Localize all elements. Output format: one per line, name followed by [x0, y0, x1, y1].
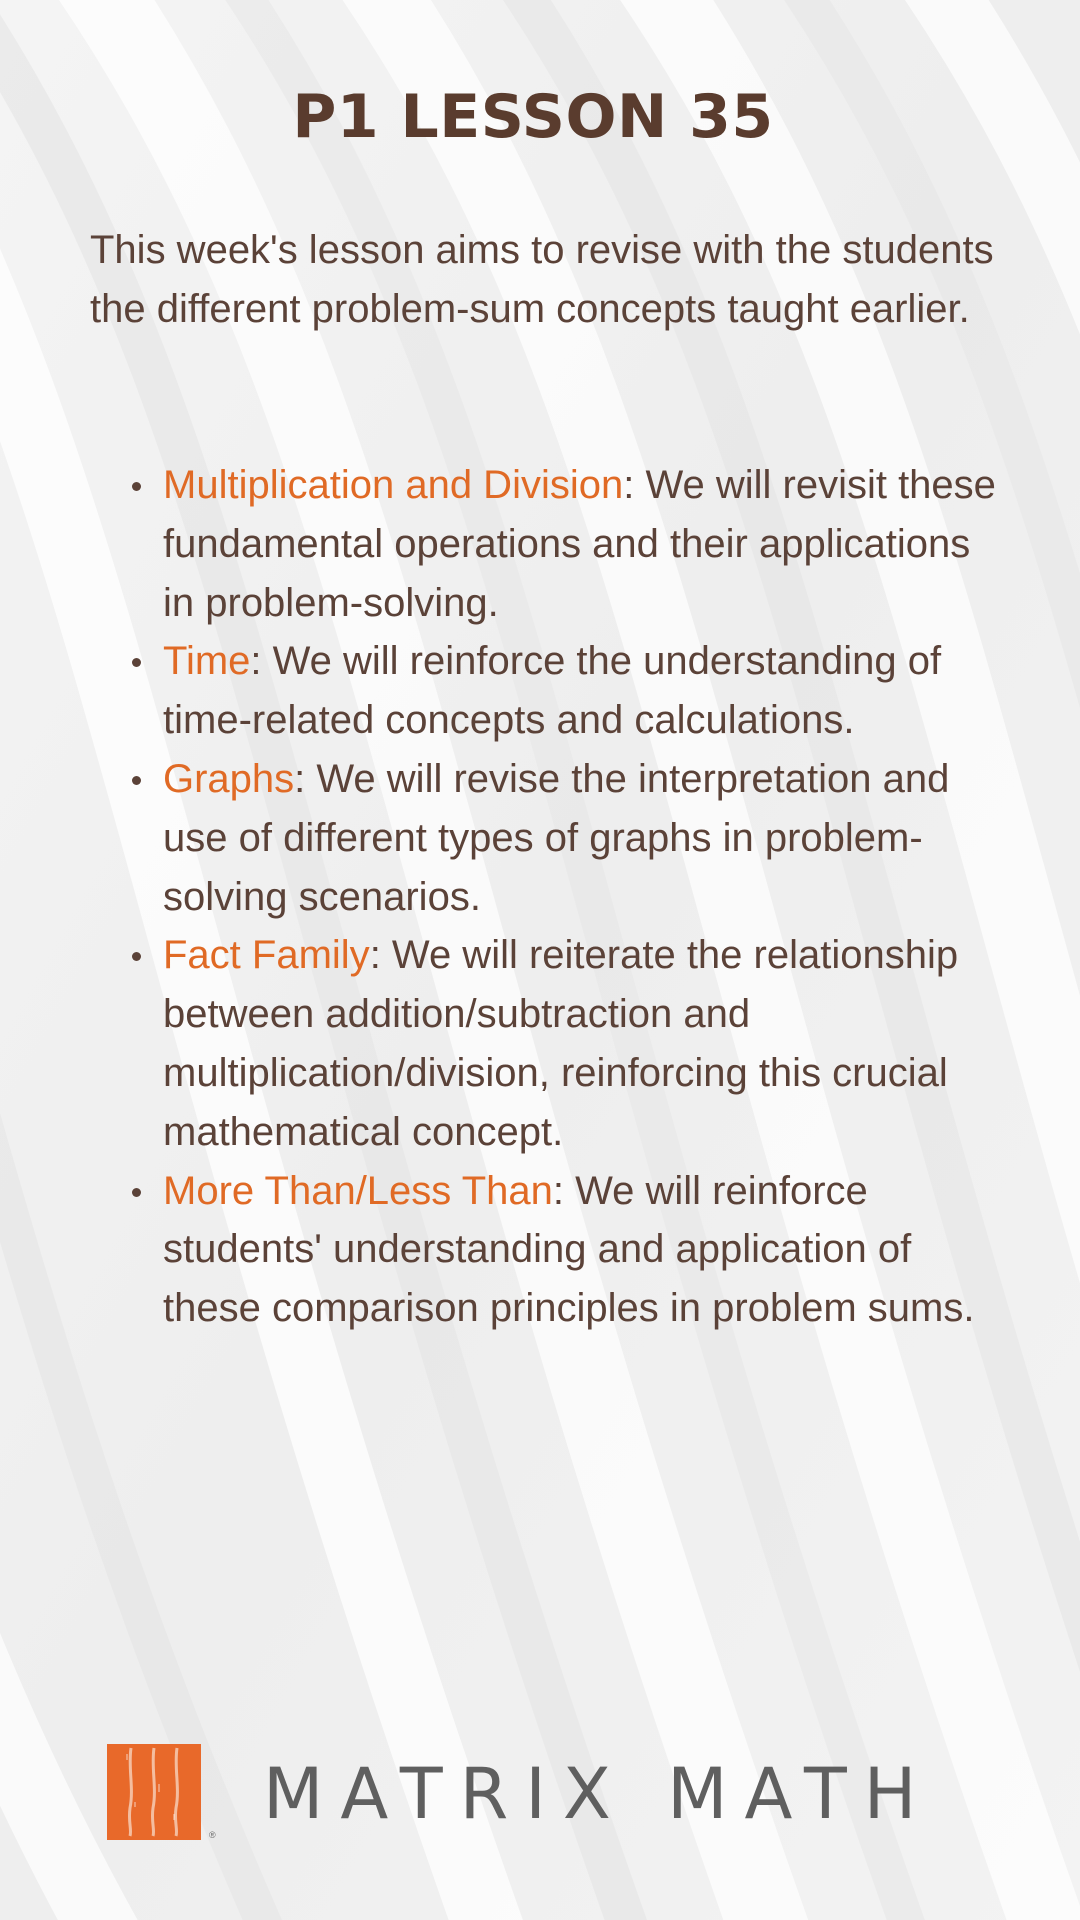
bullet-icon [132, 1188, 141, 1197]
topic-item [163, 1162, 1003, 1338]
bullet-icon [132, 952, 141, 961]
bullet-icon [132, 776, 141, 785]
topic-list [163, 456, 1003, 1338]
brand-name: MATRIX MATH [263, 1753, 934, 1835]
topic-description: : We will revisit these fundamental operations and their applications in problem-solving. [163, 463, 996, 625]
bullet-icon [132, 482, 141, 491]
matrix-math-logo [107, 1744, 1007, 1844]
topic-description: : We will reiterate the relationship between addition/subtraction and multiplication/division, reinforcing this crucial mathematical concept. [163, 933, 959, 1154]
topic-name: Multiplication and Division [163, 463, 624, 507]
registered-mark: ® [209, 1830, 216, 1840]
matrix-math-logo-icon [107, 1744, 201, 1840]
topic-name: Time [163, 639, 251, 684]
topic-item [163, 926, 1003, 1161]
topic-description: : We will revise the interpretation and use of different types of graphs in problem-solving scenarios. [163, 756, 950, 919]
topic-item [163, 750, 1003, 926]
topic-name: More Than/Less Than [163, 1168, 553, 1213]
intro-paragraph: This week's lesson aims to revise with the students the different problem-sum concepts taught earlier. [90, 228, 994, 331]
topic-name: Graphs [163, 756, 295, 801]
topic-item [163, 456, 1003, 632]
topic-description: : We will reinforce students' understanding and application of these comparison principles in problem sums. [163, 1168, 975, 1331]
topic-item [163, 632, 1003, 750]
topic-name: Fact Family [163, 933, 370, 978]
bullet-icon [132, 658, 141, 667]
lesson-title: P1 LESSON 35 [292, 82, 774, 152]
topic-description: : We will reinforce the understanding of time-related concepts and calculations. [163, 639, 942, 743]
